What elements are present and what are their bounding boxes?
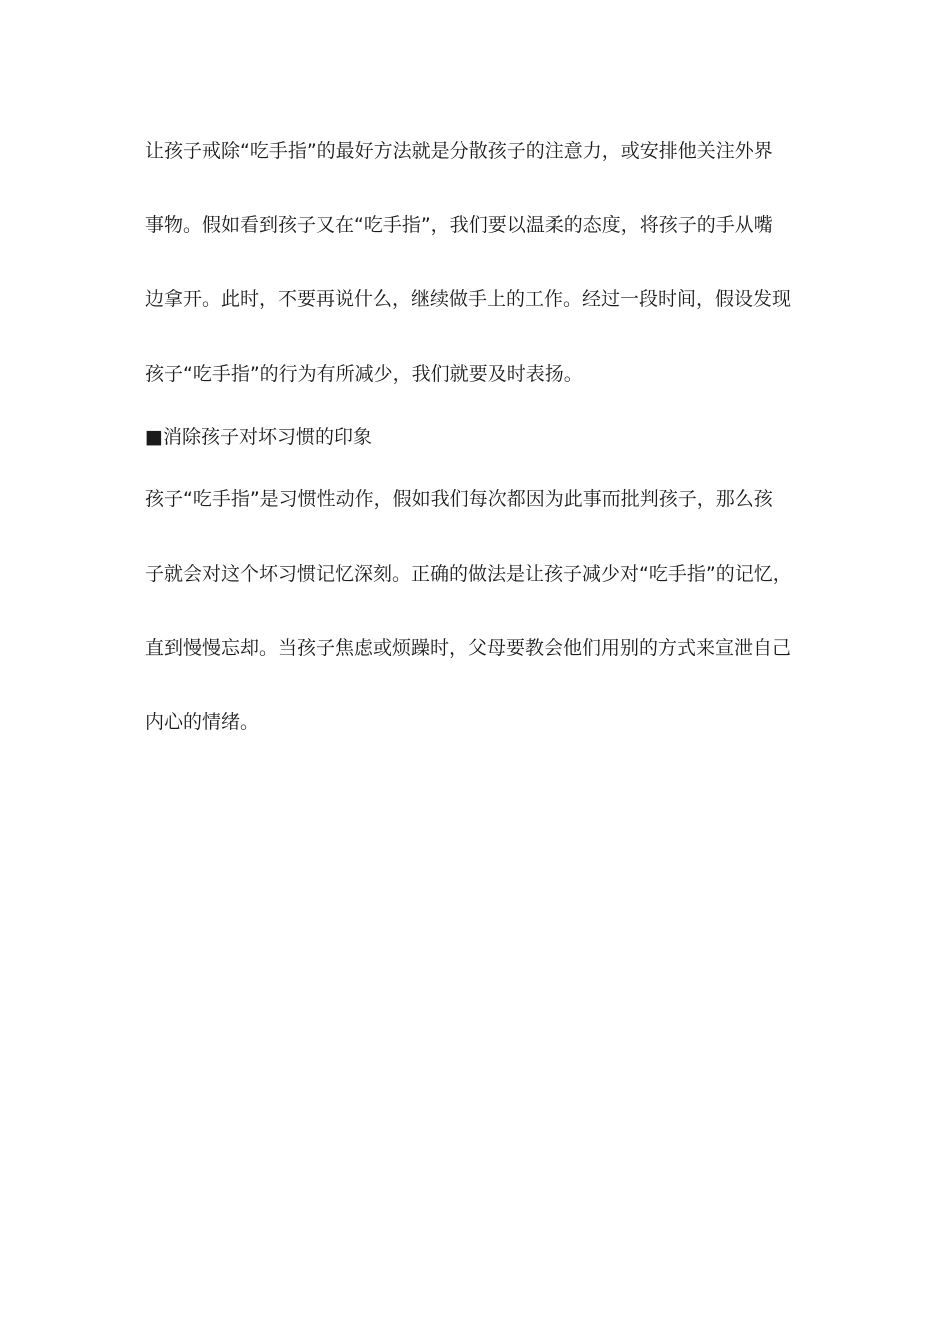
paragraph-line: 事物。假如看到孩子又在“吃手指”，我们要以温柔的态度，将孩子的手从嘴 [145, 214, 773, 236]
paragraph-line: 直到慢慢忘却。当孩子焦虑或烦躁时，父母要教会他们用别的方式来宣泄自己 [145, 637, 792, 659]
paragraph-line: 让孩子戒除“吃手指”的最好方法就是分散孩子的注意力，或安排他关注外界 [145, 140, 773, 162]
paragraph-line: 子就会对这个坏习惯记忆深刻。正确的做法是让孩子减少对“吃手指”的记忆， [145, 563, 792, 585]
paragraph-line: 孩子“吃手指”是习惯性动作，假如我们每次都因为此事而批判孩子，那么孩 [145, 488, 773, 510]
paragraph-line: 内心的情绪。 [145, 711, 260, 733]
paragraph-line: 孩子“吃手指”的行为有所减少，我们就要及时表扬。 [145, 363, 583, 385]
heading-bullet: ■ [145, 426, 163, 448]
paragraph-line: 边拿开。此时，不要再说什么，继续做手上的工作。经过一段时间，假设发现 [145, 288, 792, 310]
heading-text: 消除孩子对坏习惯的印象 [162, 426, 372, 448]
section-heading [145, 424, 810, 450]
